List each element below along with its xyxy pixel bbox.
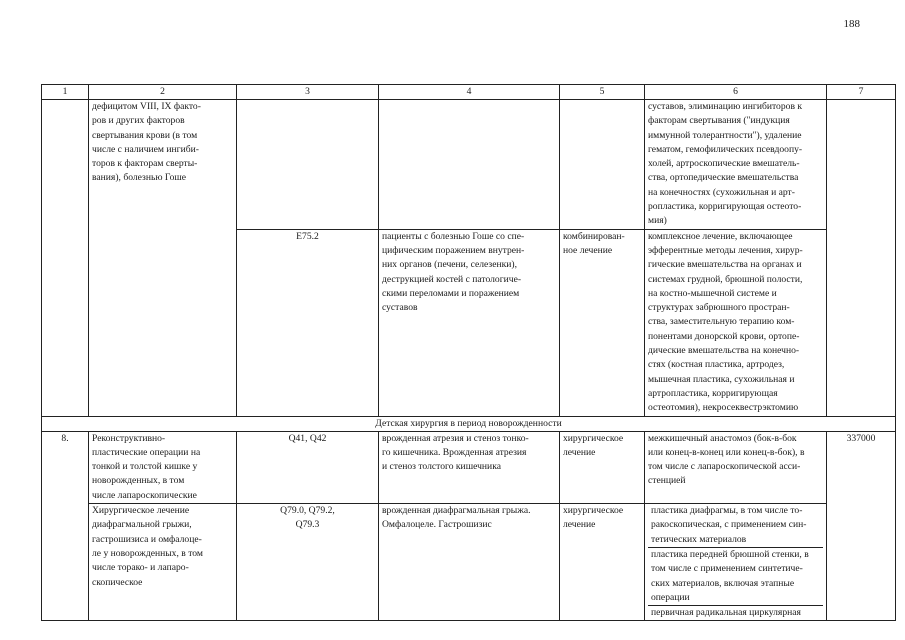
row-8-a-method-cell <box>645 431 827 503</box>
continued-row-a-method-text: суставов, элиминацию ингибиторов к факторам свертывания ("индукция иммунной толерантности"), удаление гематом, гемофилических псевдоопу- холей, артроскопические вмешатель- ства, ортопедические вмешательства на конечностях (сухожильная и арт- ропластика, корригирующая остеото- мия) <box>648 101 803 227</box>
continued-row-b-treatment-type-cell <box>560 229 645 416</box>
row-8-b-model-text: врожденная диафрагмальная грыжа. Омфалоцеле. Гастрошизис <box>382 505 531 531</box>
column-number-6: 6 <box>645 85 827 100</box>
continued-row-a-method-cell <box>645 100 827 230</box>
section-header-row <box>42 416 896 431</box>
section-title: Детская хирургия в период новорожденности <box>42 416 896 431</box>
page-number: 188 <box>843 18 860 30</box>
continued-row-type-text: дефицитом VIII, IX факто- ров и других факторов свертывания крови (в том числе с наличием ингиби- торов к факторам сверты- вания), болезнью Гоше <box>92 101 201 184</box>
continued-row-a-treatment-type-cell <box>560 100 645 230</box>
row-8-a-treatment-type-cell <box>560 431 645 503</box>
row-8-b-treatment-type-cell <box>560 504 645 621</box>
row-8-b-method-cell <box>645 504 827 621</box>
continued-row-b-method-text: комплексное лечение, включающее эфферентные методы лечения, хирур- гические вмешательства на органах и системах грудной, брюшной полости, на костно-мышечной системе и структурах забрюшного простран- ства, заместительную терапию ком- понентами донорской крови, ортопе- дические вмешательства на конечно- стях (костная пластика, артродез, мышечная пластика, сухожильная и артропластика, корригирующая остеотомия), некросеквестрэктомию <box>648 230 803 414</box>
row-8-b-method-item: пластика диафрагмы, в том числе то- ракоскопическая, с применением син- тетических материалов <box>651 505 807 545</box>
row-8-b-model-cell <box>379 504 560 621</box>
row-8-b-code-cell <box>237 504 379 621</box>
treatment-table <box>41 84 896 621</box>
column-number-row <box>42 85 896 100</box>
row-8-b-method-item: первичная радикальная циркулярная <box>648 605 823 620</box>
column-number-4: 4 <box>379 85 560 100</box>
column-number-3: 3 <box>237 85 379 100</box>
row-8-a-type-cell <box>89 431 237 503</box>
row-8-a-code-text: Q41, Q42 <box>288 432 327 444</box>
column-number-1: 1 <box>42 85 89 100</box>
row-8-b-method-item: пластика передней брюшной стенки, в том числе с применением синтетиче- ских материалов, включая этапные операции <box>648 547 823 605</box>
continued-row-b-code-cell <box>237 229 379 416</box>
row-8-part-a <box>42 431 896 503</box>
continued-row-cost-cell <box>827 100 896 417</box>
row-8-a-type-text: Реконструктивно- пластические операции на тонкой и толстой кишке у новорожденных, в том числе лапароскопические <box>92 432 201 501</box>
column-number-7: 7 <box>827 85 896 100</box>
row-8-a-code-cell <box>237 431 379 503</box>
continued-row-a-code-cell <box>237 100 379 230</box>
column-number-2: 2 <box>89 85 237 100</box>
row-8-a-model-cell <box>379 431 560 503</box>
continued-row-a-model-cell <box>379 100 560 230</box>
continued-row-b-code-text: E75.2 <box>296 230 319 242</box>
continued-row-b-method-cell <box>645 229 827 416</box>
continued-row-type-cell <box>89 100 237 417</box>
continued-row-b-model-text: пациенты с болезнью Гоше со спе- цифическим поражением внутрен- них органов (печени, селезенки), деструкцией костей с патологиче- скими переломами и поражением суставов <box>382 230 525 314</box>
continued-row-number-cell <box>42 100 89 417</box>
row-8-cost-cell: 337000 <box>827 431 896 621</box>
continued-row-b-treatment-type-text: комбинирован- ное лечение <box>563 230 625 256</box>
row-8-a-treatment-type-text: хирургическое лечение <box>563 432 624 458</box>
row-8-a-method-text: межкишечный анастомоз (бок-в-бок или конец-в-конец или конец-в-бок), в том числе с лапароскопической асси- стенцией <box>648 432 805 487</box>
row-8-b-type-text: Хирургическое лечение диафрагмальной грыжи, гастрошизиса и омфалоце- ле у новорожденных, в том числе торако- и лапаро- скопическое <box>92 505 203 588</box>
row-8-b-code-text: Q79.0, Q79.2, Q79.3 <box>280 505 335 531</box>
row-8-number-cell: 8. <box>42 431 89 621</box>
row-8-b-type-cell <box>89 504 237 621</box>
continued-row-b-model-cell <box>379 229 560 416</box>
row-8-a-model-text: врожденная атрезия и стеноз тонко- го кишечника. Врожденная атрезия и стеноз толстого кишечника <box>382 432 529 473</box>
row-8-b-treatment-type-text: хирургическое лечение <box>563 505 624 531</box>
continued-row-part-a <box>42 100 896 230</box>
column-number-5: 5 <box>560 85 645 100</box>
row-8-part-b <box>42 504 896 621</box>
